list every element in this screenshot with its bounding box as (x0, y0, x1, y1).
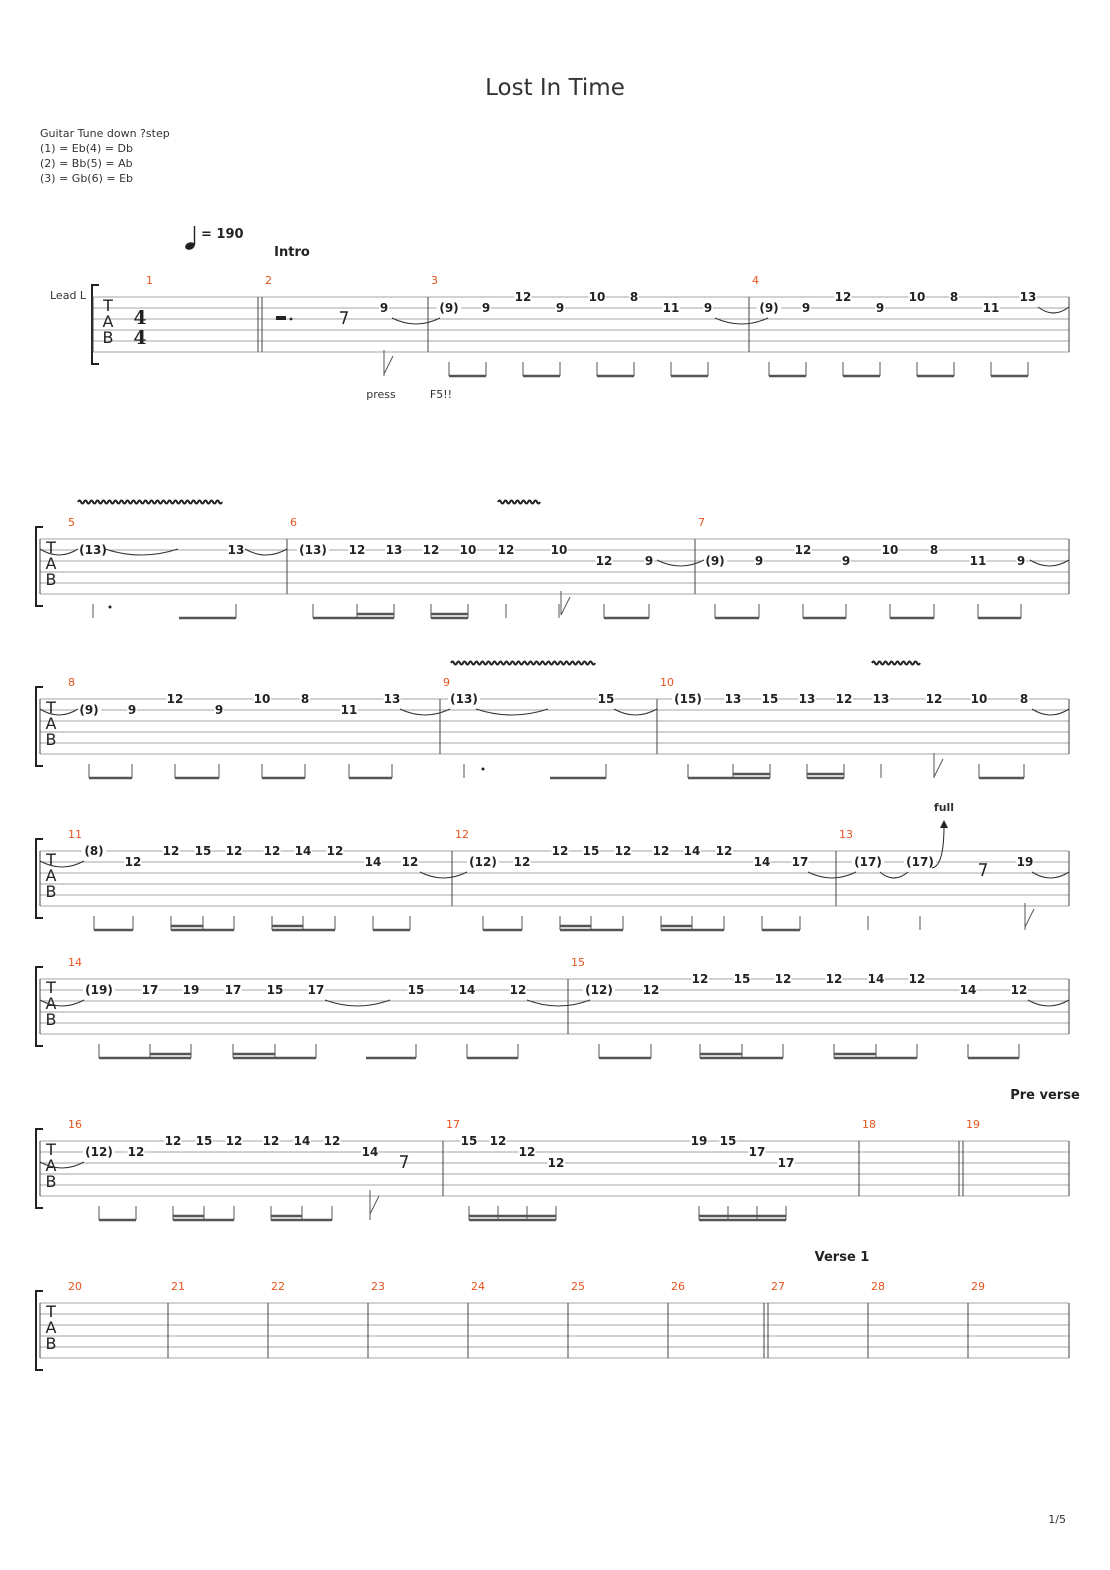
fret-number: (13) (299, 543, 327, 557)
fret-number: 12 (1010, 983, 1028, 997)
tab-clef-letter: T (46, 698, 56, 717)
tab-clef-letter: A (45, 1318, 57, 1337)
tab-system-4 (36, 828, 1069, 930)
bar-number: 3 (431, 274, 438, 287)
fret-number: 12 (642, 983, 660, 997)
eighth-rest (340, 312, 347, 324)
tab-clef-letter: T (103, 296, 113, 315)
dot (482, 768, 485, 771)
fret-number: 10 (253, 692, 271, 706)
eighth-rest (400, 1156, 407, 1168)
bar-number: 20 (68, 1280, 82, 1293)
fret-number: 9 (481, 301, 491, 315)
fret-number: 9 (379, 301, 389, 315)
fret-number: 11 (982, 301, 1000, 315)
bar-number: 28 (871, 1280, 885, 1293)
fret-number: 11 (969, 554, 987, 568)
tab-clef-letter: A (102, 312, 114, 331)
fret-number: 12 (124, 855, 142, 869)
tab-clef-letter: A (45, 866, 57, 885)
tab-clef-letter: T (46, 538, 56, 557)
fret-number: (13) (450, 692, 478, 706)
tuning-line-1: (1) = Eb(4) = Db (40, 142, 133, 155)
fret-number: 15 (194, 844, 212, 858)
bar-number: 13 (839, 828, 853, 841)
fret-number: 9 (801, 301, 811, 315)
tab-system-7 (36, 1250, 1069, 1370)
fret-number: 10 (459, 543, 477, 557)
tab-clef-letter: B (45, 1010, 57, 1029)
fret-number: 15 (761, 692, 779, 706)
bar-number: 14 (68, 956, 82, 969)
fret-number: 12 (925, 692, 943, 706)
fret-number: 12 (774, 972, 792, 986)
f5-annotation: F5!! (429, 388, 453, 401)
fret-number: 12 (509, 983, 527, 997)
fret-number: 13 (383, 692, 401, 706)
tempo-marking: = 190 (201, 227, 244, 242)
tab-clef-letter: T (46, 978, 56, 997)
fret-number: (9) (759, 301, 779, 315)
section-label: Intro (274, 245, 310, 260)
vibrato-mark (872, 662, 920, 665)
fret-number: 12 (323, 1134, 341, 1148)
fret-number: 12 (164, 1134, 182, 1148)
vibrato-mark (498, 501, 540, 504)
fret-number: 13 (385, 543, 403, 557)
fret-number: 8 (929, 543, 939, 557)
vibrato-mark (451, 662, 595, 665)
fret-number: 12 (497, 543, 515, 557)
section-label: Pre verse (1010, 1088, 1080, 1103)
fret-number: 15 (195, 1134, 213, 1148)
fret-number: 10 (550, 543, 568, 557)
fret-number: 12 (834, 290, 852, 304)
fret-number: (9) (79, 703, 99, 717)
fret-number: 9 (841, 554, 851, 568)
fret-number: 8 (629, 290, 639, 304)
fret-number: 10 (970, 692, 988, 706)
fret-number: 12 (715, 844, 733, 858)
bar-number: 17 (446, 1118, 460, 1131)
fret-number: 14 (867, 972, 885, 986)
half-rest (276, 316, 286, 320)
quarter-note-icon (184, 226, 196, 251)
fret-number: 10 (908, 290, 926, 304)
bar-number: 2 (265, 274, 272, 287)
bar-number: 15 (571, 956, 585, 969)
fret-number: 14 (361, 1145, 379, 1159)
fret-number: 12 (225, 1134, 243, 1148)
bar-number: 19 (966, 1118, 980, 1131)
tuning-heading: Guitar Tune down ?step (40, 127, 170, 140)
section-label: Verse 1 (814, 1250, 870, 1265)
track-name: Lead L (50, 289, 87, 302)
bar-number: 9 (443, 676, 450, 689)
eighth-rest (979, 864, 986, 876)
tab-clef-letter: B (45, 1172, 57, 1191)
fret-number: 19 (690, 1134, 708, 1148)
fret-number: (17) (906, 855, 934, 869)
fret-number: 12 (835, 692, 853, 706)
tab-clef-letter: T (46, 1302, 56, 1321)
fret-number: (13) (79, 543, 107, 557)
fret-number: 9 (555, 301, 565, 315)
fret-number: 12 (422, 543, 440, 557)
fret-number: 14 (458, 983, 476, 997)
bar-number: 18 (862, 1118, 876, 1131)
bar-number: 6 (290, 516, 297, 529)
fret-number: 15 (407, 983, 425, 997)
tab-system-5 (36, 956, 1069, 1058)
dot (109, 606, 112, 609)
dot (290, 318, 293, 321)
fret-number: 9 (703, 301, 713, 315)
bar-number: 22 (271, 1280, 285, 1293)
fret-number: (12) (469, 855, 497, 869)
bar-number: 12 (455, 828, 469, 841)
grace-note-flag (1025, 903, 1034, 927)
bar-number: 8 (68, 676, 75, 689)
bar-number: 5 (68, 516, 75, 529)
fret-number: 8 (1019, 692, 1029, 706)
fret-number: 9 (644, 554, 654, 568)
tab-system-1 (92, 245, 1069, 376)
tab-clef-letter: B (45, 570, 57, 589)
tab-system-3 (36, 676, 1069, 778)
bend-full-label: full (933, 801, 955, 814)
fret-number: (17) (854, 855, 882, 869)
fret-number: 12 (489, 1134, 507, 1148)
tab-clef-letter: B (45, 882, 57, 901)
tab-clef-letter: A (45, 554, 57, 573)
fret-number: 17 (307, 983, 325, 997)
fret-number: 14 (294, 844, 312, 858)
fret-number: 12 (691, 972, 709, 986)
fret-number: 12 (547, 1156, 565, 1170)
grace-note-flag (561, 591, 570, 615)
tab-system-2 (36, 516, 1069, 618)
bar-number: 10 (660, 676, 674, 689)
fret-number: (19) (85, 983, 113, 997)
fret-number: 8 (300, 692, 310, 706)
bar-number: 23 (371, 1280, 385, 1293)
fret-number: 14 (959, 983, 977, 997)
fret-number: 12 (595, 554, 613, 568)
fret-number: 12 (166, 692, 184, 706)
bar-number: 1 (146, 274, 153, 287)
tab-clef-letter: T (46, 1140, 56, 1159)
fret-number: 15 (582, 844, 600, 858)
tab-clef-letter: B (45, 730, 57, 749)
fret-number: 12 (551, 844, 569, 858)
fret-number: 15 (266, 983, 284, 997)
fret-number: 13 (724, 692, 742, 706)
fret-number: 12 (348, 543, 366, 557)
tab-clef-letter: T (46, 850, 56, 869)
fret-number: 15 (460, 1134, 478, 1148)
fret-number: 11 (340, 703, 358, 717)
bar-number: 24 (471, 1280, 485, 1293)
time-signature-top: 4 (133, 307, 147, 329)
press-annotation: press (366, 388, 396, 401)
fret-number: 12 (908, 972, 926, 986)
fret-number: 9 (127, 703, 137, 717)
fret-number: 17 (224, 983, 242, 997)
fret-number: 12 (514, 290, 532, 304)
fret-number: (15) (674, 692, 702, 706)
fret-number: 12 (263, 844, 281, 858)
bar-number: 26 (671, 1280, 685, 1293)
fret-number: (8) (84, 844, 104, 858)
fret-number: 17 (141, 983, 159, 997)
tab-clef-letter: A (45, 1156, 57, 1175)
fret-number: 11 (662, 301, 680, 315)
fret-number: 12 (652, 844, 670, 858)
fret-number: 17 (791, 855, 809, 869)
bar-number: 27 (771, 1280, 785, 1293)
tuning-line-2: (2) = Bb(5) = Ab (40, 157, 133, 170)
fret-number: 12 (518, 1145, 536, 1159)
fret-number: 12 (401, 855, 419, 869)
bar-number: 7 (698, 516, 705, 529)
fret-number: (9) (439, 301, 459, 315)
bar-number: 16 (68, 1118, 82, 1131)
fret-number: 9 (214, 703, 224, 717)
fret-number: 15 (719, 1134, 737, 1148)
fret-number: 17 (777, 1156, 795, 1170)
fret-number: 15 (733, 972, 751, 986)
tab-clef-letter: B (45, 1334, 57, 1353)
bar-number: 21 (171, 1280, 185, 1293)
tab-clef-letter: B (102, 328, 114, 347)
fret-number: 10 (881, 543, 899, 557)
bar-number: 4 (752, 274, 759, 287)
fret-number: 12 (262, 1134, 280, 1148)
page-number: 1/5 (1048, 1513, 1066, 1526)
fret-number: 13 (1019, 290, 1037, 304)
time-signature-bottom: 4 (133, 327, 147, 349)
fret-number: 12 (162, 844, 180, 858)
fret-number: (12) (85, 1145, 113, 1159)
grace-note-flag (384, 350, 393, 374)
bar-number: 25 (571, 1280, 585, 1293)
fret-number: 9 (875, 301, 885, 315)
fret-number: (12) (585, 983, 613, 997)
fret-number: 12 (225, 844, 243, 858)
fret-number: 10 (588, 290, 606, 304)
fret-number: 14 (364, 855, 382, 869)
fret-number: 13 (227, 543, 245, 557)
tab-clef-letter: A (45, 714, 57, 733)
fret-number: 8 (949, 290, 959, 304)
fret-number: 15 (597, 692, 615, 706)
fret-number: 12 (794, 543, 812, 557)
fret-number: 17 (748, 1145, 766, 1159)
tab-clef-letter: A (45, 994, 57, 1013)
fret-number: 19 (182, 983, 200, 997)
fret-number: 12 (825, 972, 843, 986)
page-title: Lost In Time (485, 75, 625, 101)
fret-number: 12 (614, 844, 632, 858)
fret-number: 13 (872, 692, 890, 706)
fret-number: 14 (753, 855, 771, 869)
fret-number: 19 (1016, 855, 1034, 869)
fret-number: 14 (683, 844, 701, 858)
vibrato-mark (78, 501, 222, 504)
grace-note-flag (934, 753, 943, 777)
grace-note-flag (370, 1190, 379, 1214)
tuning-line-3: (3) = Gb(6) = Eb (40, 172, 134, 185)
fret-number: 12 (127, 1145, 145, 1159)
bend-arrow-head (940, 820, 948, 828)
bar-number: 11 (68, 828, 82, 841)
bar-number: 29 (971, 1280, 985, 1293)
fret-number: 12 (326, 844, 344, 858)
fret-number: 13 (798, 692, 816, 706)
fret-number: 14 (293, 1134, 311, 1148)
fret-number: (9) (705, 554, 725, 568)
fret-number: 12 (513, 855, 531, 869)
tab-system-6 (36, 1088, 1080, 1220)
fret-number: 9 (754, 554, 764, 568)
fret-number: 9 (1016, 554, 1026, 568)
